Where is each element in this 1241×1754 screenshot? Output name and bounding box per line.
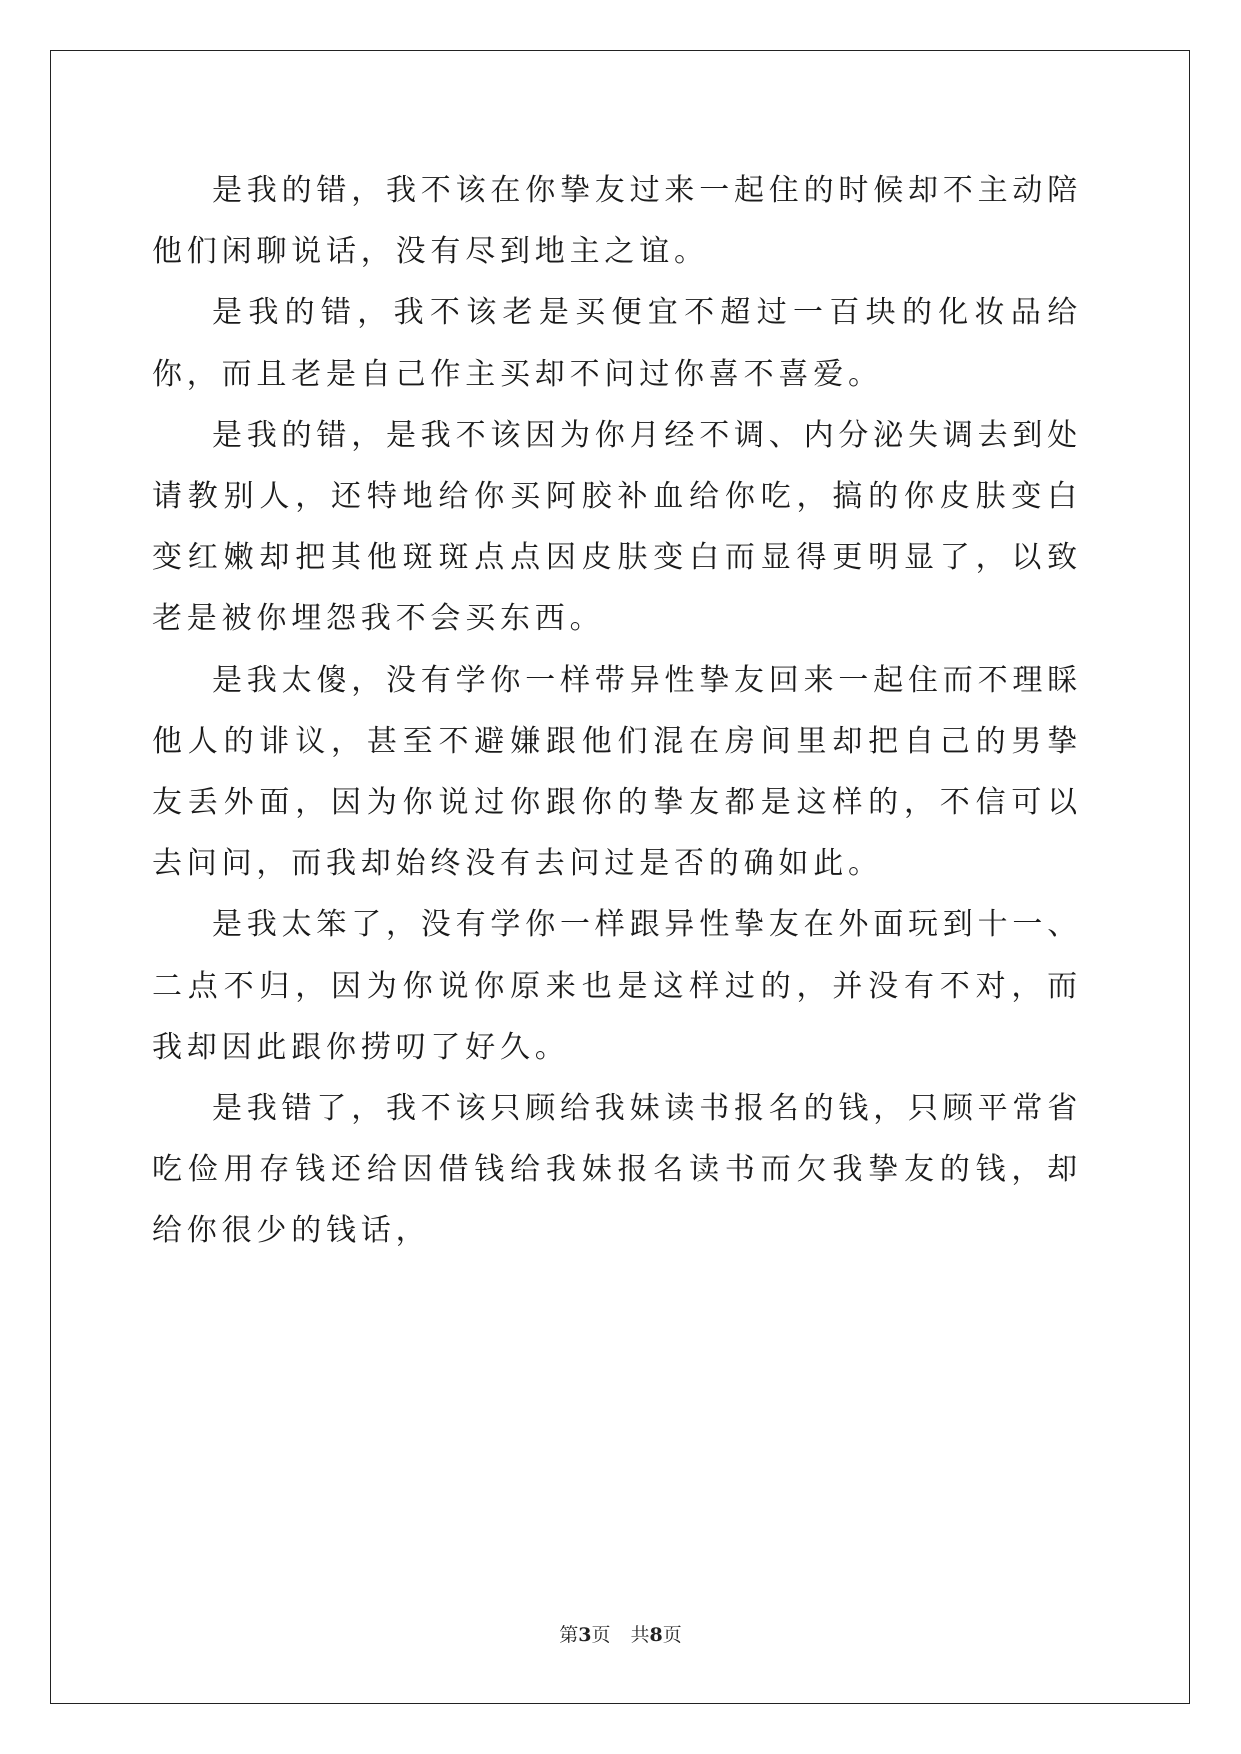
paragraph: 是我的错，我不该在你挚友过来一起住的时候却不主动陪他们闲聊说话，没有尽到地主之谊。 xyxy=(152,173,1082,270)
paragraph: 是我的错，我不该老是买便宜不超过一百块的化妆品给你，而且老是自己作主买却不问过你喜不喜爱。 xyxy=(152,295,1082,392)
footer-total-suffix: 页 xyxy=(662,1624,682,1646)
paragraph: 是我太傻，没有学你一样带异性挚友回来一起住而不理睬他人的诽议，甚至不避嫌跟他们混在房间里却把自己的男挚友丢外面，因为你说过你跟你的挚友都是这样的，不信可以去问问，而我却始终没有去问过是否的确如此。 xyxy=(152,662,1082,882)
paragraph: 是我的错，是我不该因为你月经不调、内分泌失调去到处请教别人，还特地给你买阿胶补血给你吃，搞的你皮肤变白变红嫩却把其他斑斑点点因皮肤变白而显得更明显了，以致老是被你埋怨我不会买东西。 xyxy=(152,417,1082,637)
document-body xyxy=(152,160,1082,1262)
paragraph: 是我错了，我不该只顾给我妹读书报名的钱，只顾平常省吃俭用存钱还给因借钱给我妹报名读书而欠我挚友的钱，却给你很少的钱话， xyxy=(152,1091,1082,1249)
footer-total-prefix: 共 xyxy=(630,1624,650,1646)
page-footer xyxy=(0,1620,1241,1647)
current-page-number: 3 xyxy=(578,1624,592,1646)
total-pages-number: 8 xyxy=(649,1624,663,1646)
footer-page-suffix: 页 xyxy=(591,1624,611,1646)
paragraph: 是我太笨了，没有学你一样跟异性挚友在外面玩到十一、二点不归，因为你说你原来也是这样过的，并没有不对，而我却因此跟你捞叨了好久。 xyxy=(152,907,1082,1065)
footer-prefix: 第 xyxy=(559,1624,579,1646)
